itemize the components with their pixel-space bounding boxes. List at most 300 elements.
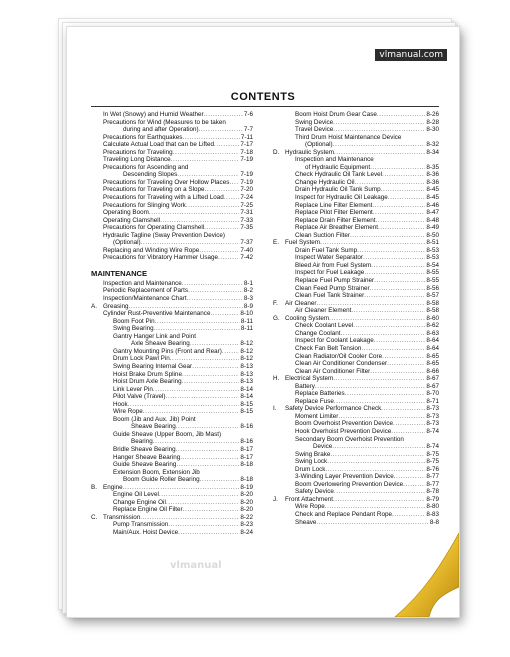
- toc-entry-title: Descending Slopes: [123, 171, 178, 179]
- toc-entry-title: Periodic Replacement of Parts: [103, 287, 189, 295]
- toc-left-column: [91, 111, 253, 537]
- toc-entry: [91, 386, 253, 394]
- toc-entry: [91, 247, 253, 255]
- toc-entry-title: Replace Fuse: [295, 397, 334, 405]
- toc-entry-title: Bleed Air from Fuel System: [295, 261, 372, 269]
- toc-entry-page: 7-37: [240, 239, 253, 247]
- toc-leader-dots: [325, 466, 425, 474]
- toc-entry-letter: [91, 111, 103, 119]
- toc-entry: [91, 310, 253, 318]
- toc-entry-title: Front Attachment: [285, 495, 333, 503]
- toc-entry-title: Boom (Jib and Aux. Jib) Point: [113, 415, 196, 423]
- toc-entry: [91, 461, 253, 469]
- toc-entry-letter: J.: [273, 495, 278, 503]
- toc-entry-title: Extension Boom, Extension Jib: [113, 468, 200, 476]
- toc-leader-dots: [372, 202, 425, 210]
- toc-entry: [273, 360, 439, 368]
- toc-entry-letter: [91, 186, 103, 194]
- toc-entry-letter: [273, 111, 285, 119]
- toc-leader-dots: [123, 484, 240, 492]
- toc-leader-dots: [166, 499, 240, 507]
- toc-leader-dots: [373, 209, 426, 217]
- toc-leader-dots: [333, 375, 425, 383]
- toc-entry: [91, 318, 253, 326]
- toc-entry-page: 8-80: [426, 503, 439, 511]
- toc-entry-page: 8-73: [426, 405, 439, 413]
- toc-entry-letter: [91, 408, 103, 416]
- toc-entry-title: Replace Engine Oil Filter: [113, 506, 183, 514]
- toc-leader-dots: [327, 458, 425, 466]
- toc-entry-letter: [273, 179, 285, 187]
- toc-entry: [273, 337, 439, 345]
- toc-leader-dots: [143, 408, 240, 416]
- toc-entry-letter: [91, 239, 103, 247]
- toc-entry-letter: [91, 247, 103, 255]
- toc-entry-page: 8-58: [426, 307, 439, 315]
- toc-entry-title: Calculate Actual Load that can be Lifted: [103, 141, 214, 149]
- toc-entry-title: Precautions for Earthquakes: [103, 133, 183, 141]
- toc-entry: [91, 232, 253, 240]
- toc-entry: [273, 254, 439, 262]
- toc-entry-page: 8-73: [426, 420, 439, 428]
- toc-entry-page: 8-22: [240, 513, 253, 521]
- toc-entry-page: 7-17: [240, 141, 253, 149]
- toc-entry-letter: [273, 262, 285, 270]
- toc-leader-dots: [353, 322, 425, 330]
- toc-entry-page: 8-13: [240, 362, 253, 370]
- toc-entry: [273, 345, 439, 353]
- toc-entry-letter: A.: [91, 302, 97, 310]
- toc-entry-letter: [273, 209, 285, 217]
- toc-leader-dots: [315, 383, 425, 391]
- toc-leader-dots: [204, 224, 239, 232]
- toc-entry: [273, 368, 439, 376]
- toc-entry-title: Bridle Sheave Bearing: [113, 445, 176, 453]
- toc-entry-title: Inspect for Coolant Leakage: [295, 337, 374, 345]
- toc-entry-page: 8-2: [243, 287, 253, 295]
- toc-entry: [91, 454, 253, 462]
- toc-entry-title: Boom Hoist Drum Gear Case: [295, 111, 377, 118]
- toc-entry: [273, 224, 439, 232]
- toc-entry-page: 8-17: [240, 453, 253, 461]
- toc-entry-letter: [91, 333, 103, 341]
- toc-entry-title: Cylinder Rust-Preventive Maintenance: [103, 310, 211, 318]
- toc-entry-title: Precautions for Wind (Measures to be taken: [103, 118, 226, 126]
- toc-entry-letter: [273, 217, 285, 225]
- toc-entry-letter: [91, 254, 103, 262]
- toc-entry: [91, 348, 253, 356]
- toc-entry-title: Engine Oil Level: [113, 491, 159, 499]
- toc-entry-letter: [273, 488, 285, 496]
- toc-entry-title: Precautions for Vibratory Hammer Usage: [103, 254, 219, 262]
- toc-entry-letter: [91, 318, 103, 326]
- toc-entry-page: 8-76: [426, 465, 439, 473]
- toc-entry-letter: [273, 171, 285, 179]
- toc-leader-dots: [381, 405, 425, 413]
- toc-entry-letter: [91, 529, 103, 537]
- toc-entry-letter: [91, 280, 103, 288]
- toc-entry-page: 8-77: [426, 480, 439, 488]
- toc-leader-dots: [377, 111, 426, 119]
- toc-entry-letter: [91, 506, 103, 514]
- toc-entry-page: 7-19: [240, 156, 253, 164]
- toc-leader-dots: [173, 149, 240, 157]
- toc-entry-letter: [91, 287, 103, 295]
- toc-entry: [273, 473, 439, 481]
- toc-entry-page: 8-32: [426, 141, 439, 149]
- toc-entry-page: 8-15: [240, 408, 253, 416]
- toc-entry-title: Sheave: [295, 518, 317, 526]
- toc-entry-letter: [273, 134, 285, 142]
- toc-entry-letter: [273, 428, 285, 436]
- toc-entry-letter: [273, 473, 285, 481]
- toc-entry-page: 8-71: [426, 397, 439, 405]
- toc-entry-page: 7-19: [240, 178, 253, 186]
- toc-entry-letter: [273, 436, 285, 444]
- toc-entry-title: Wire Rope: [295, 503, 325, 511]
- toc-entry-page: 8-9: [243, 302, 253, 310]
- toc-entry: [91, 141, 253, 149]
- toc-entry-title: Air Cleaner: [285, 299, 317, 307]
- toc-leader-dots: [357, 247, 425, 255]
- toc-leader-dots: [199, 126, 243, 134]
- toc-entry-page: 8-3: [243, 295, 253, 303]
- toc-entry-letter: [91, 438, 103, 446]
- toc-leader-dots: [334, 488, 426, 496]
- toc-entry-letter: [273, 345, 285, 353]
- toc-entry-letter: [91, 423, 103, 431]
- toc-entry: [91, 416, 253, 424]
- toc-entry-letter: [273, 443, 285, 451]
- toc-entry-title: Sheave Bearing: [131, 423, 176, 431]
- toc-entry: [91, 393, 253, 401]
- toc-entry-letter: [273, 232, 285, 240]
- toc-entry-title: Transmission: [103, 513, 141, 521]
- toc-entry: [91, 164, 253, 172]
- toc-entry-letter: [91, 371, 103, 379]
- toc-entry-letter: [273, 458, 285, 466]
- toc-entry-page: 7-18: [240, 148, 253, 156]
- toc-entry-page: 8-16: [240, 438, 253, 446]
- toc-leader-dots: [391, 428, 425, 436]
- toc-entry-title: Hook Overhoist Prevention Device: [295, 427, 392, 435]
- toc-entry-letter: [273, 360, 285, 368]
- toc-entry: [91, 325, 253, 333]
- toc-leader-dots: [229, 179, 239, 187]
- toc-entry-page: 8-23: [240, 521, 253, 529]
- toc-entry: [91, 371, 253, 379]
- toc-entry: [273, 262, 439, 270]
- toc-leader-dots: [376, 217, 426, 225]
- toc-entry-page: 8-67: [426, 382, 439, 390]
- toc-leader-dots: [333, 126, 425, 134]
- toc-leader-dots: [177, 171, 239, 179]
- toc-entry: [91, 506, 253, 514]
- toc-entry-letter: E.: [273, 239, 279, 247]
- toc-entry: [91, 514, 253, 522]
- toc-leader-dots: [355, 179, 426, 187]
- toc-entry-title: Pump Transmission: [113, 521, 169, 529]
- toc-entry-title: Fuel System: [285, 239, 320, 247]
- toc-entry-page: 8-60: [426, 314, 439, 322]
- toc-leader-dots: [350, 232, 425, 240]
- toc-leader-dots: [330, 451, 425, 459]
- toc-entry-title: Precautions for Slinging Work: [103, 201, 186, 209]
- toc-entry: [273, 285, 439, 293]
- toc-entry: [91, 521, 253, 529]
- toc-entry-page: 7-33: [240, 216, 253, 224]
- toc-leader-dots: [192, 363, 239, 371]
- toc-leader-dots: [329, 315, 425, 323]
- toc-entry: [91, 287, 253, 295]
- site-label[interactable]: vlmanual.com: [375, 49, 447, 61]
- toc-entry: [91, 149, 253, 157]
- toc-leader-dots: [371, 262, 425, 270]
- toc-entry-title: Replacing and Winding Wire Rope: [103, 246, 200, 254]
- toc-entry-page: 8-1: [243, 279, 253, 287]
- toc-entry-title: Precautions for Ascending and: [103, 163, 189, 171]
- toc-entry: [91, 333, 253, 341]
- toc-leader-dots: [176, 423, 240, 431]
- toc-leader-dots: [392, 511, 425, 519]
- toc-entry: [273, 481, 439, 489]
- toc-leader-dots: [364, 269, 425, 277]
- toc-entry: [91, 111, 253, 119]
- toc-entry-letter: [273, 156, 285, 164]
- toc-leader-dots: [176, 461, 239, 469]
- toc-entry: [91, 469, 253, 477]
- toc-entry: [91, 303, 253, 311]
- toc-entry-page: 7-7: [243, 126, 253, 134]
- toc-entry-letter: [91, 348, 103, 356]
- toc-leader-dots: [345, 390, 426, 398]
- toc-entry-page: 8-55: [426, 269, 439, 277]
- toc-entry-page: 8-74: [426, 427, 439, 435]
- toc-entry-letter: [91, 363, 103, 371]
- toc-entry-page: 8-53: [426, 246, 439, 254]
- toc-entry: [273, 398, 439, 406]
- toc-entry-title: In Wet (Snowy) and Humid Weather: [103, 111, 204, 118]
- toc-leader-dots: [182, 134, 239, 142]
- toc-entry-letter: [273, 330, 285, 338]
- toc-entry-letter: [91, 476, 103, 484]
- toc-entry-title: (Optional): [305, 141, 333, 149]
- toc-entry: [273, 488, 439, 496]
- toc-entry-letter: [91, 141, 103, 149]
- toc-entry-title: Safety Device: [295, 488, 334, 496]
- toc-entry: [273, 496, 439, 504]
- toc-entry-letter: [273, 277, 285, 285]
- toc-entry-page: 8-8: [429, 518, 439, 526]
- toc-entry: [91, 254, 253, 262]
- toc-entry: [91, 499, 253, 507]
- toc-entry-title: Secondary Boom Overhoist Prevention: [295, 435, 404, 443]
- toc-entry-page: 8-65: [426, 352, 439, 360]
- toc-entry-page: 8-79: [426, 495, 439, 503]
- toc-entry: [273, 292, 439, 300]
- toc-leader-dots: [182, 280, 243, 288]
- toc-entry-letter: [91, 295, 103, 303]
- toc-leader-dots: [171, 156, 240, 164]
- watermark: vlmanual: [170, 560, 222, 571]
- toc-entry-letter: I.: [273, 405, 277, 413]
- toc-leader-dots: [187, 295, 243, 303]
- toc-entry-page: 8-11: [240, 317, 253, 325]
- toc-leader-dots: [205, 186, 240, 194]
- toc-entry-page: 8-18: [240, 461, 253, 469]
- toc-entry-letter: [273, 254, 285, 262]
- toc-entry-title: Inspect Water Separator: [295, 254, 364, 262]
- toc-entry-page: 8-45: [426, 194, 439, 202]
- toc-entry: [91, 280, 253, 288]
- toc-entry-page: 8-77: [426, 473, 439, 481]
- toc-entry-letter: [273, 119, 285, 127]
- toc-entry-title: of Hydraulic Equipment: [305, 163, 371, 171]
- toc-entry-page: 8-20: [240, 498, 253, 506]
- toc-entry-letter: [91, 461, 103, 469]
- toc-entry-title: Engine: [103, 483, 123, 491]
- toc-entry: [273, 307, 439, 315]
- toc-entry-letter: [91, 378, 103, 386]
- toc-leader-dots: [334, 398, 426, 406]
- toc-entry: [273, 194, 439, 202]
- toc-entry: [273, 390, 439, 398]
- toc-entry: [273, 239, 439, 247]
- toc-entry-letter: [91, 149, 103, 157]
- toc-entry-page: 8-14: [240, 393, 253, 401]
- toc-entry-letter: [273, 224, 285, 232]
- toc-entry-letter: [91, 446, 103, 454]
- toc-entry-page: 8-48: [426, 216, 439, 224]
- toc-leader-dots: [403, 481, 425, 489]
- toc-leader-dots: [333, 496, 425, 504]
- toc-entry-page: 8-14: [240, 385, 253, 393]
- toc-entry-letter: [273, 322, 285, 330]
- toc-entry-title: Greasing: [103, 302, 129, 310]
- toc-entry-letter: [273, 164, 285, 172]
- toc-list-maintenance: [91, 280, 253, 537]
- toc-entry-title: Air Cleaner Element: [295, 307, 352, 315]
- toc-entry: [91, 224, 253, 232]
- toc-entry-title: Electrical System: [285, 375, 334, 383]
- toc-leader-dots: [183, 506, 240, 514]
- toc-entry-letter: [91, 202, 103, 210]
- toc-entry-letter: [273, 368, 285, 376]
- toc-entry-letter: [91, 355, 103, 363]
- toc-leader-dots: [218, 254, 239, 262]
- toc-entry-page: 8-63: [426, 329, 439, 337]
- toc-entry-title: Clean Radiator/Oil Cooler Core: [295, 352, 383, 360]
- toc-entry-letter: [91, 416, 103, 424]
- toc-entry: [273, 353, 439, 361]
- toc-entry-page: 7-31: [240, 209, 253, 217]
- toc-entry: [273, 209, 439, 217]
- toc-leader-dots: [153, 438, 240, 446]
- toc-entry-page: 8-70: [426, 390, 439, 398]
- toc-entry-title: Travel Device: [295, 126, 334, 134]
- toc-entry-page: 7-25: [240, 201, 253, 209]
- toc-entry-title: Precautions for Traveling: [103, 148, 173, 156]
- toc-entry-title: Drain Hydraulic Oil Tank Sump: [295, 186, 381, 194]
- toc-entry-letter: [91, 393, 103, 401]
- toc-entry-letter: [273, 194, 285, 202]
- toc-entry-letter: [91, 171, 103, 179]
- toc-entry-page: 8-11: [240, 325, 253, 333]
- toc-entry-page: 8-20: [240, 506, 253, 514]
- toc-entry: [273, 171, 439, 179]
- toc-leader-dots: [129, 303, 243, 311]
- toc-entry-title: Boom Guide Roller Bearing: [123, 476, 200, 484]
- toc-entry-letter: C.: [91, 513, 98, 521]
- toc-entry-letter: [273, 247, 285, 255]
- toc-leader-dots: [317, 300, 426, 308]
- toc-entry-letter: [91, 431, 103, 439]
- toc-leader-dots: [199, 247, 239, 255]
- toc-entry-letter: [91, 156, 103, 164]
- toc-entry-page: 8-28: [426, 118, 439, 126]
- toc-entry-title: Replace Line Filter Element: [295, 201, 373, 209]
- toc-leader-dots: [341, 330, 426, 338]
- toc-entry-title: Swing Bearing Internal Gear: [113, 362, 193, 370]
- toc-entry-letter: [273, 481, 285, 489]
- toc-entry: [91, 126, 253, 134]
- toc-entry-letter: [273, 353, 285, 361]
- toc-entry-page: 8-47: [426, 209, 439, 217]
- toc-entry-title: Boom Overhoist Prevention Device: [295, 420, 393, 428]
- toc-entry-letter: F.: [273, 299, 278, 307]
- toc-entry-page: 8-13: [240, 378, 253, 386]
- toc-entry-page: 7-11: [240, 133, 253, 141]
- toc-entry-letter: [273, 285, 285, 293]
- toc-leader-dots: [325, 503, 426, 511]
- toc-entry: [91, 438, 253, 446]
- toc-leader-dots: [387, 360, 425, 368]
- toc-leader-dots: [361, 345, 425, 353]
- toc-entry-title: Battery: [295, 382, 315, 390]
- toc-entry-title: Clean Air Conditioner Condenser: [295, 360, 388, 368]
- toc-entry-letter: [91, 499, 103, 507]
- toc-entry-letter: [273, 141, 285, 149]
- toc-entry-page: 8-46: [426, 201, 439, 209]
- toc-leader-dots: [333, 141, 426, 149]
- toc-entry-letter: [91, 119, 103, 127]
- toc-entry-title: Hoist Drum Axle Bearing: [113, 378, 182, 386]
- toc-leader-dots: [364, 292, 425, 300]
- toc-leader-dots: [382, 353, 425, 361]
- toc-entry: [91, 134, 253, 142]
- toc-entry-page: 8-58: [426, 299, 439, 307]
- toc-entry-letter: [91, 164, 103, 172]
- toc-entry: [273, 269, 439, 277]
- toc-entry-title: Replace Fuel Pump Strainer: [295, 277, 375, 285]
- toc-list-continued: [273, 111, 439, 526]
- toc-entry-title: Change Coolant: [295, 329, 341, 337]
- toc-entry: [273, 322, 439, 330]
- toc-entry-title: Change Engine Oil: [113, 498, 166, 506]
- toc-entry-page: 8-30: [426, 126, 439, 134]
- toc-leader-dots: [166, 393, 240, 401]
- toc-leader-dots: [160, 217, 239, 225]
- toc-leader-dots: [128, 401, 240, 409]
- toc-entry: [273, 277, 439, 285]
- toc-entry-title: Gantry Mounting Pins (Front and Rear): [113, 347, 222, 355]
- toc-entry: [91, 156, 253, 164]
- toc-leader-dots: [381, 186, 426, 194]
- toc-leader-dots: [155, 318, 240, 326]
- toc-entry-title: Inspection and Maintenance: [103, 279, 182, 287]
- toc-entry-title: Precautions for Traveling Over Hollow Places: [103, 178, 230, 186]
- toc-entry-title: Safety Device Performance Check: [285, 405, 382, 413]
